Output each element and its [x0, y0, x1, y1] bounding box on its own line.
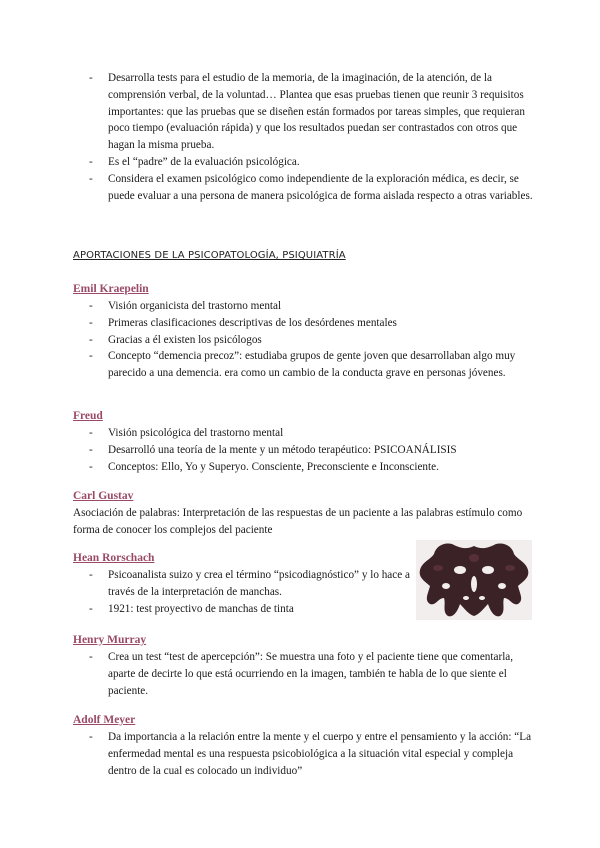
gustav-text: Asociación de palabras: Interpretación de las respuestas de un paciente a las palabras estímulo como forma de conocer los complejos del paciente: [73, 507, 523, 536]
list-item: - Visión psicológica del trastorno mental: [73, 425, 533, 442]
list-item: - Desarrolló una teoría de la mente y un método terapéutico: PSICOANÁLISIS: [73, 442, 533, 459]
list-item: - Crea un test “test de apercepción”: Se muestra una foto y el paciente tiene que comentarla, aparte de decirte lo que está ocurriendo en la imagen, también te habla de lo que siente el paciente.: [73, 649, 533, 699]
list-item: - 1921: test proyectivo de manchas de tinta: [73, 601, 413, 618]
intro-list: [73, 70, 533, 204]
person-heading-rorschach: Hean Rorschach: [73, 552, 155, 564]
list-item: - Considera el examen psicológico como independiente de la exploración médica, es decir, se puede evaluar a una persona de manera psicológica de forma aislada respecto a otras variables.: [73, 171, 533, 205]
meyer-block: [73, 710, 533, 779]
freud-list: [73, 425, 533, 475]
person-heading-murray: Henry Murray: [73, 634, 147, 646]
intro-block: [73, 70, 533, 204]
rorschach-list: [73, 567, 413, 617]
list-item: - Conceptos: Ello, Yo y Superyo. Consciente, Preconsciente e Inconsciente.: [73, 459, 533, 476]
list-item: - Primeras clasificaciones descriptivas de los desórdenes mentales: [73, 315, 533, 332]
murray-list: [73, 649, 533, 699]
list-item: - Desarrolla tests para el estudio de la memoria, de la imaginación, de la atención, de la comprensión verbal, de la voluntad… Plantea que esas pruebas tienen que reunir 3 requisitos importantes: que las pruebas que se diseñen están formados por tareas simples, que requieran poco tiempo (evaluación rápida) y que los resultados puedan ser contrastados con otros que hagan la misma prueba.: [73, 70, 533, 154]
freud-block: [73, 406, 533, 475]
rorschach-block: [73, 548, 413, 617]
list-item: - Visión organicista del trastorno mental: [73, 298, 533, 315]
list-item: - Psicoanalista suizo y crea el término “psicodiagnóstico” y lo hace a través de la interpretación de manchas.: [73, 567, 413, 601]
gustav-block: [73, 486, 533, 539]
rorschach-inkblot-image: [416, 540, 532, 620]
list-item: - Da importancia a la relación entre la mente y el cuerpo y entre el pensamiento y la acción: “La enfermedad mental es una respuesta psicobiológica a la situación vital especial y compleja dentro de la cual es colocado un individuo”: [73, 729, 533, 779]
person-heading-gustav: Carl Gustav: [73, 490, 134, 502]
list-item: - Gracias a él existen los psicólogos: [73, 332, 533, 349]
list-item: - Es el “padre” de la evaluación psicológica.: [73, 154, 533, 171]
person-heading-freud: Freud: [73, 410, 103, 422]
murray-block: [73, 630, 533, 699]
person-heading-kraepelin: Emil Kraepelin: [73, 283, 149, 295]
meyer-list: [73, 729, 533, 779]
kraepelin-block: [73, 279, 533, 382]
section-title: APORTACIONES DE LA PSICOPATOLOGÍA, PSIQUIATRÍA: [73, 250, 346, 261]
kraepelin-list: [73, 298, 533, 382]
list-item: - Concepto “demencia precoz”: estudiaba grupos de gente joven que desarrollaban algo muy parecido a una demencia. era como un cambio de la conducta grave en personas jóvenes.: [73, 348, 533, 382]
person-heading-meyer: Adolf Meyer: [73, 714, 136, 726]
